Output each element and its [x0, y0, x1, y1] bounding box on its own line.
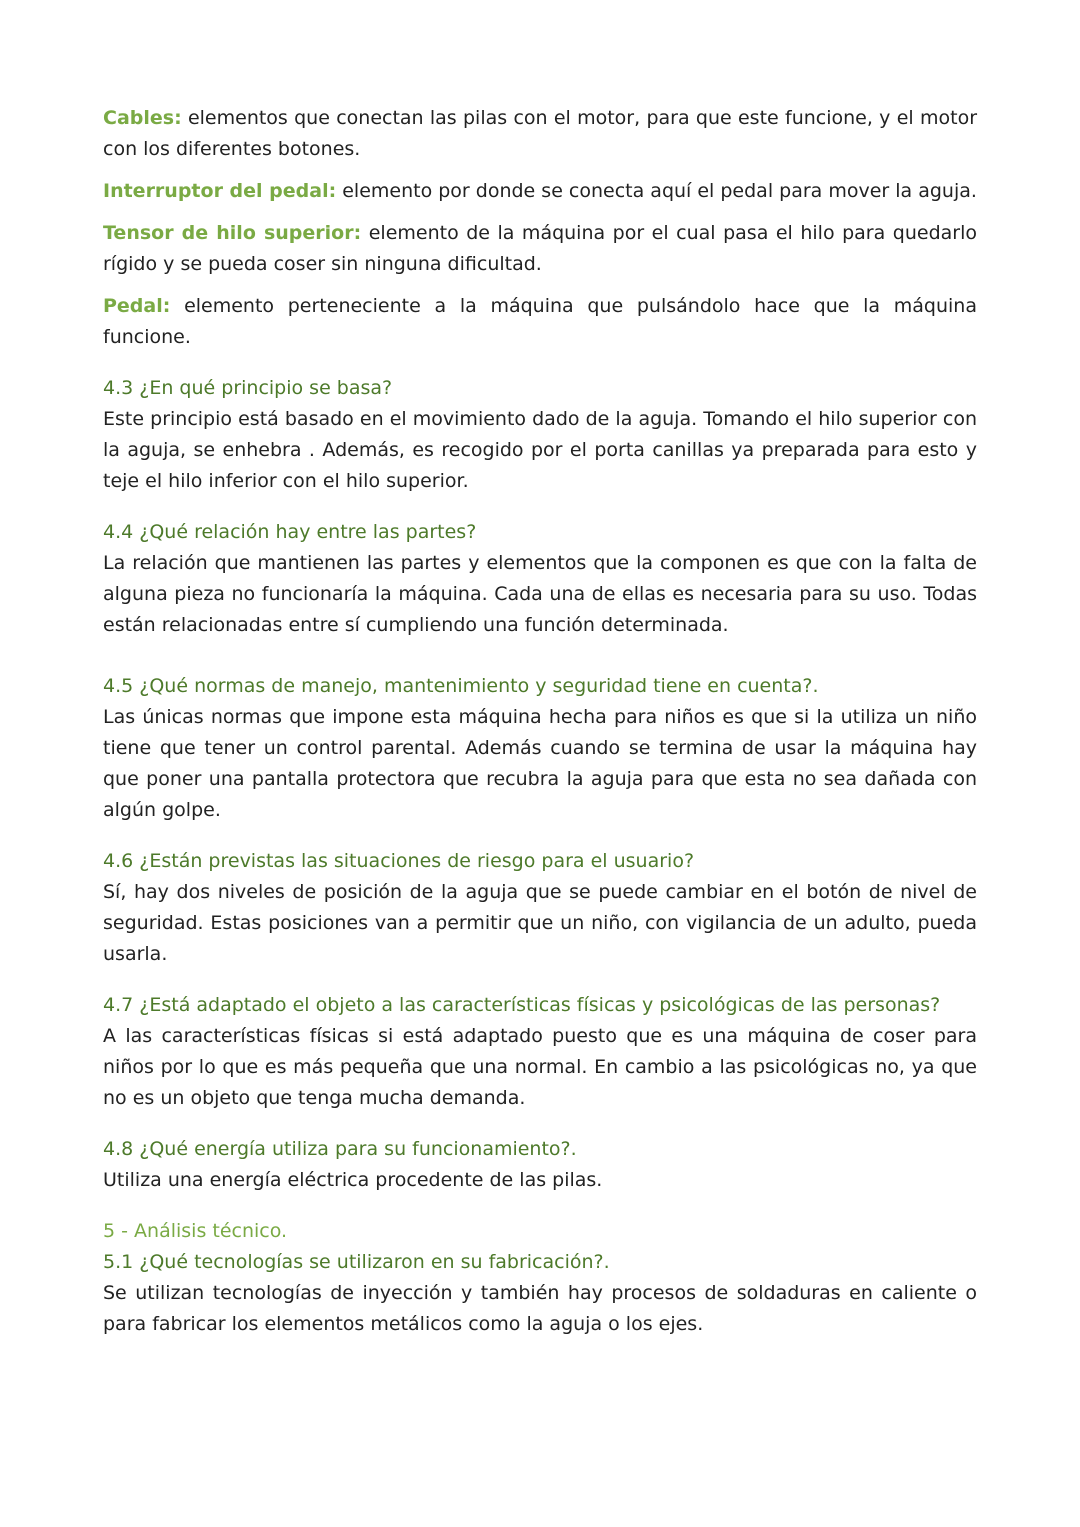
section-answer: Utiliza una energía eléctrica procedente de las pilas. — [103, 1169, 603, 1191]
section-answer: La relación que mantienen las partes y elementos que la componen es que con la falta de alguna pieza no funcionaría la máquina. Cada una de ellas es necesaria para su uso. Todas están relacionadas entre sí cumpliendo una función determinada. — [103, 552, 977, 636]
section-4-3 — [103, 373, 977, 497]
definition-text: elemento por donde se conecta aquí el pedal para mover la aguja. — [336, 180, 977, 202]
section-question: 4.6 ¿Están previstas las situaciones de riesgo para el usuario? — [103, 850, 695, 872]
section-4-8 — [103, 1134, 977, 1196]
section-4-4 — [103, 517, 977, 641]
definition-term: Cables: — [103, 107, 182, 129]
section-question: 4.8 ¿Qué energía utiliza para su funcionamiento?. — [103, 1138, 577, 1160]
section-question: 4.5 ¿Qué normas de manejo, mantenimiento y seguridad tiene en cuenta?. — [103, 675, 819, 697]
definition-text: elemento de la máquina por el cual pasa el hilo para quedarlo rígido y se pueda coser sin ninguna dificultad. — [103, 222, 977, 275]
definition-text: elemento perteneciente a la máquina que pulsándolo hace que la máquina funcione. — [103, 295, 977, 348]
section-answer: Este principio está basado en el movimiento dado de la aguja. Tomando el hilo superior con la aguja, se enhebra . Además, es recogido por el porta canillas ya preparada para esto y teje el hilo inferior con el hilo superior. — [103, 408, 977, 492]
section-answer: Las únicas normas que impone esta máquina hecha para niños es que si la utiliza un niño tiene que tener un control parental. Además cuando se termina de usar la máquina hay que poner una pantalla protectora que recubra la aguja para que esta no sea dañada con algún golpe. — [103, 706, 977, 821]
definition-text: elementos que conectan las pilas con el motor, para que este funcione, y el motor con los diferentes botones. — [103, 107, 977, 160]
section-answer: Sí, hay dos niveles de posición de la aguja que se puede cambiar en el botón de nivel de seguridad. Estas posiciones van a permitir que un niño, con vigilancia de un adulto, pueda usarla. — [103, 881, 977, 965]
definition-pedal — [103, 291, 977, 353]
section-4-7 — [103, 990, 977, 1114]
section-4-6 — [103, 846, 977, 970]
definition-term: Interruptor del pedal: — [103, 180, 337, 202]
definition-term: Pedal: — [103, 295, 171, 317]
section-question: 5.1 ¿Qué tecnologías se utilizaron en su fabricación?. — [103, 1251, 610, 1273]
definition-term: Tensor de hilo superior: — [103, 222, 362, 244]
definition-cables — [103, 103, 977, 165]
definition-tensor-hilo — [103, 218, 977, 280]
section-question: 4.7 ¿Está adaptado el objeto a las características físicas y psicológicas de las personas? — [103, 994, 941, 1016]
section-answer: Se utilizan tecnologías de inyección y también hay procesos de soldaduras en caliente o para fabricar los elementos metálicos como la aguja o los ejes. — [103, 1282, 977, 1335]
section-question: 4.4 ¿Qué relación hay entre las partes? — [103, 521, 477, 543]
section-answer: A las características físicas si está adaptado puesto que es una máquina de coser para niños por lo que es más pequeña que una normal. En cambio a las psicológicas no, ya que no es un objeto que tenga mucha demanda. — [103, 1025, 977, 1109]
definition-interruptor-pedal — [103, 176, 977, 207]
section-4-5 — [103, 671, 977, 826]
section-question: 4.3 ¿En qué principio se basa? — [103, 377, 393, 399]
section-5 — [103, 1216, 977, 1340]
section-heading: 5 - Análisis técnico. — [103, 1220, 288, 1242]
